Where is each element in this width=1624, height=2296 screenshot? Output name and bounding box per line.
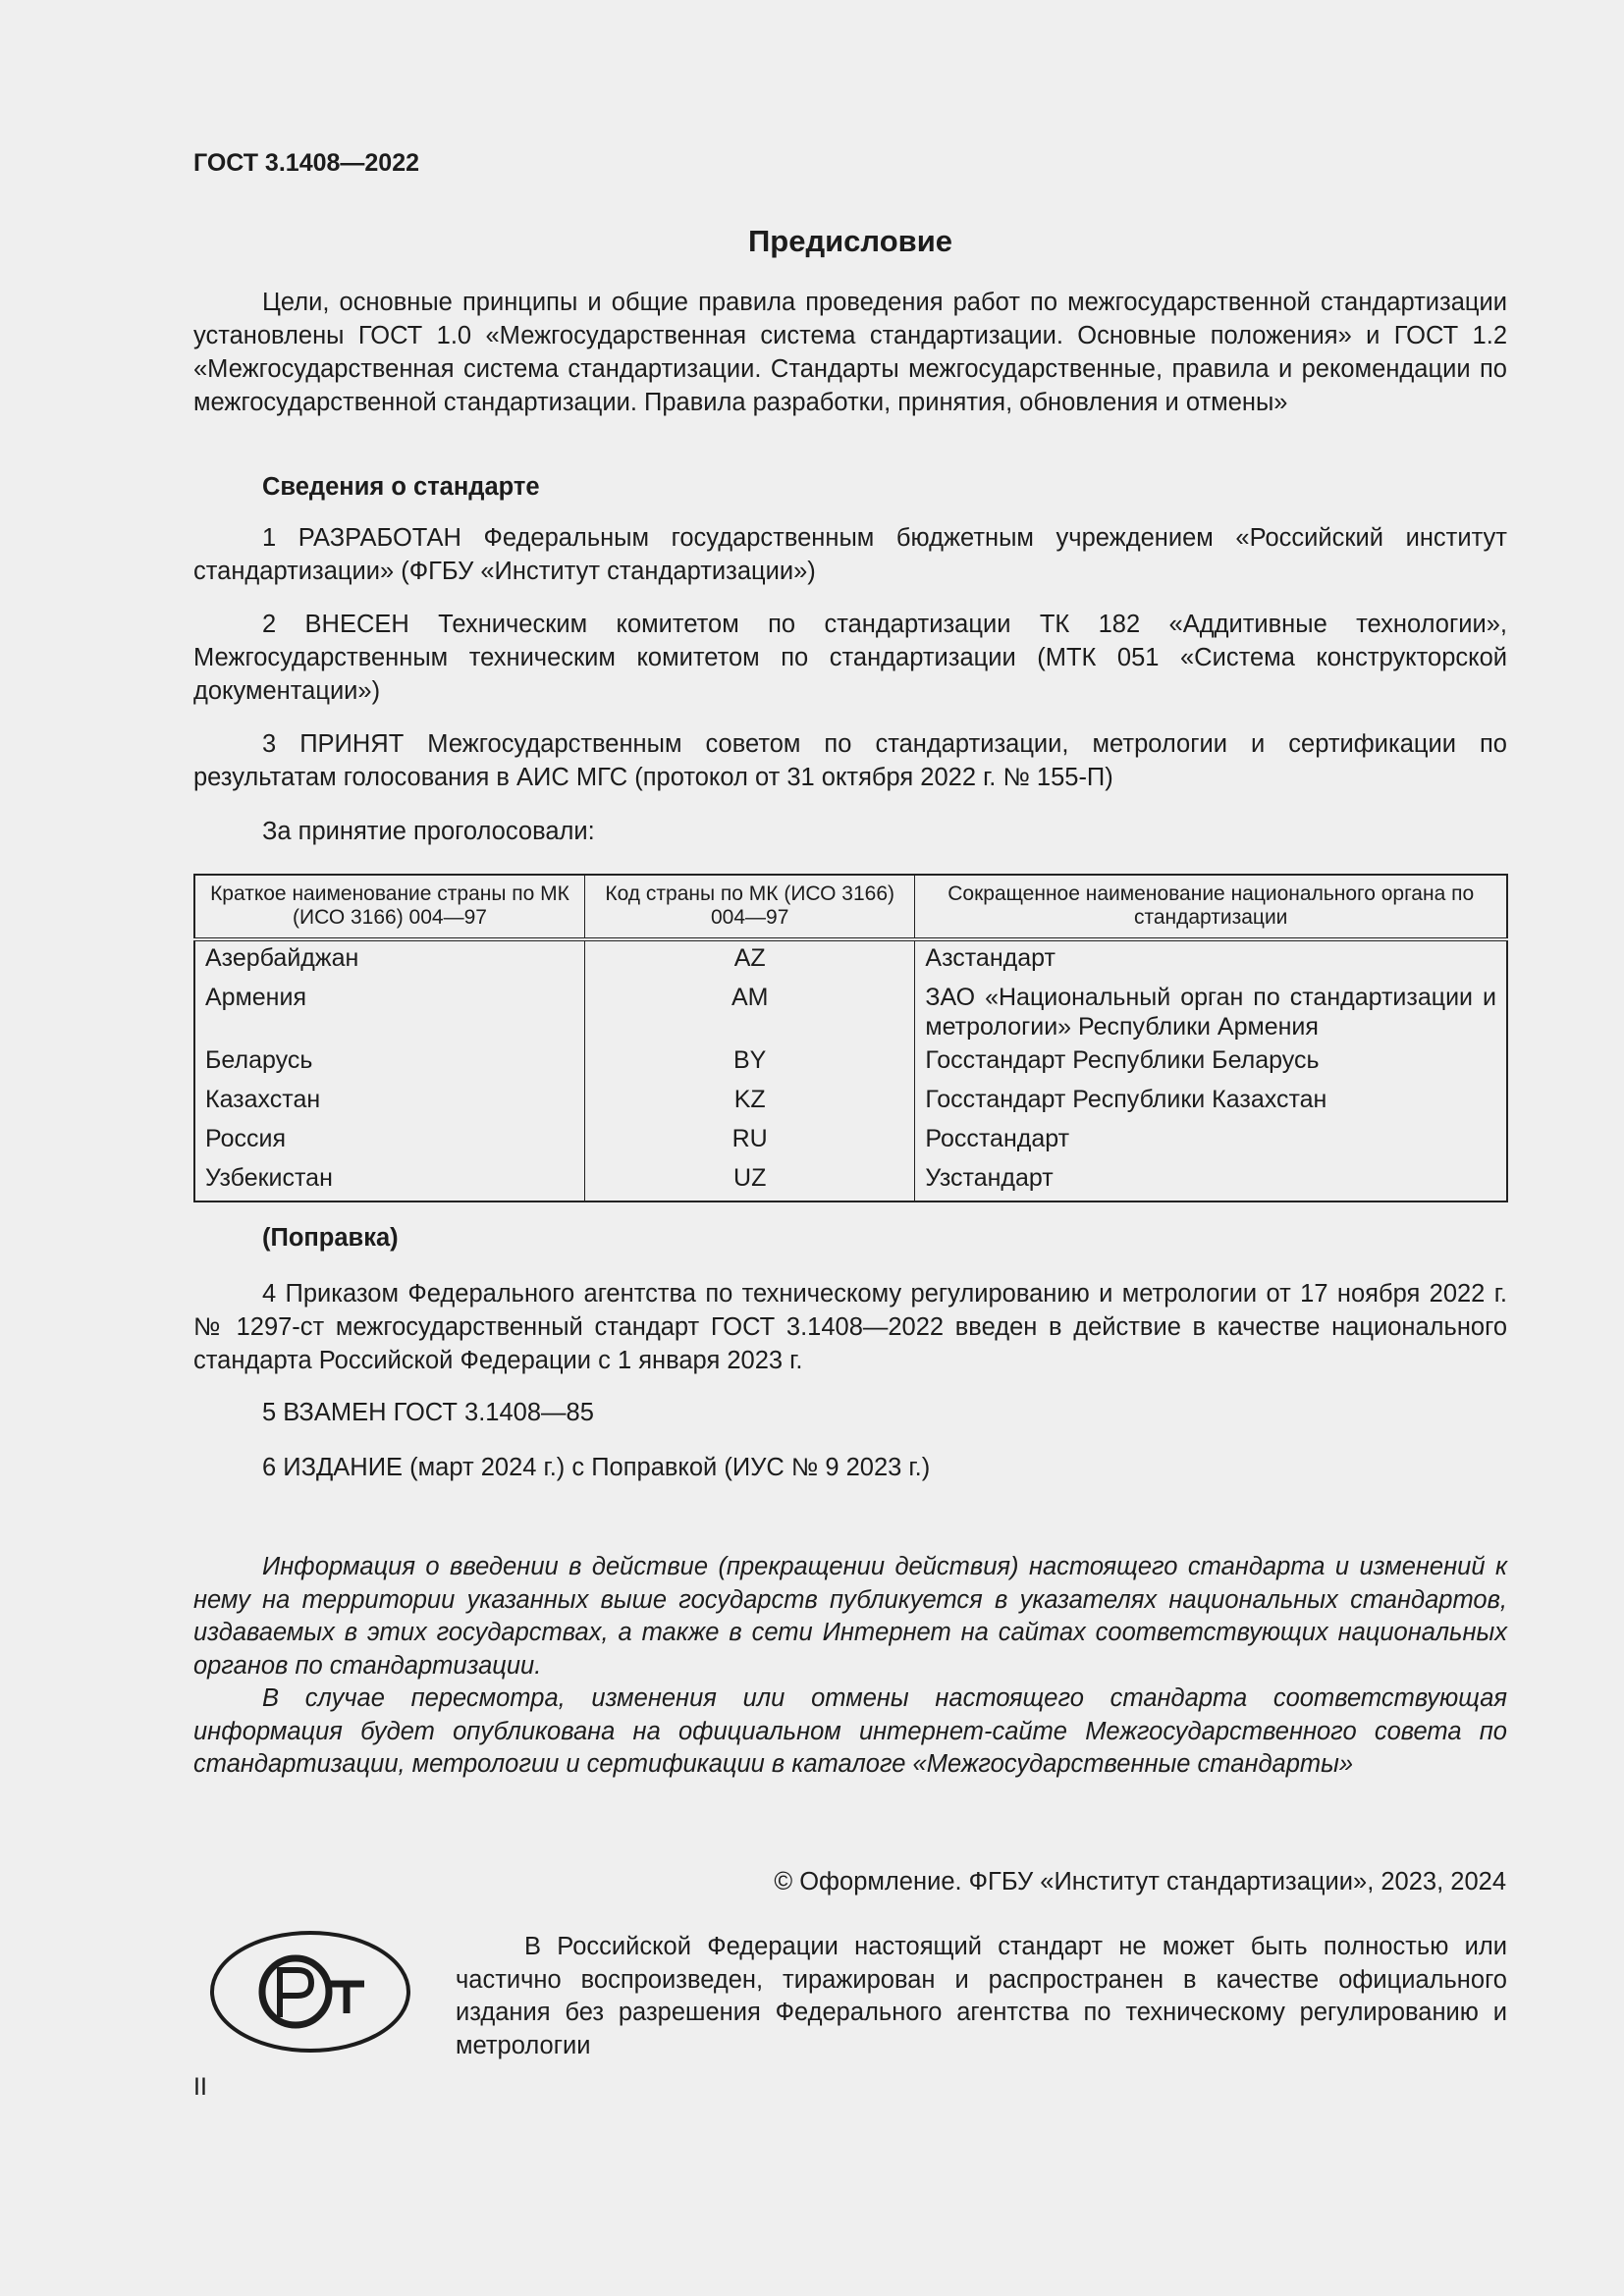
document-code: ГОСТ 3.1408—2022 bbox=[193, 149, 420, 177]
national-body-cell: Госстандарт Республики Беларусь bbox=[915, 1043, 1507, 1083]
country-cell: Казахстан bbox=[194, 1083, 584, 1122]
code-cell: UZ bbox=[584, 1161, 914, 1201]
table-row bbox=[194, 1122, 1507, 1161]
table-row bbox=[194, 1161, 1507, 1201]
page-number: II bbox=[193, 2073, 207, 2101]
code-cell: RU bbox=[584, 1122, 914, 1161]
item-4-enacted: 4 Приказом Федерального агентства по техническому регулированию и метрологии от 17 ноября 2022 г. № 1297-ст межгосударственный стандарт ГОСТ 3.1408—2022 введен в действие в качестве национального стандарта Российской Федерации с 1 января 2023 г. bbox=[193, 1280, 1507, 1374]
item-3-adopted: 3 ПРИНЯТ Межгосударственным советом по стандартизации, метрологии и сертификации по результатам голосования в АИС МГС (протокол от 31 октября 2022 г. № 155-П) bbox=[193, 730, 1507, 791]
voted-label: За принятие проголосовали: bbox=[262, 818, 595, 845]
table-row bbox=[194, 1083, 1507, 1122]
header-country: Краткое наименование страны по МК (ИСО 3166) 004—97 bbox=[194, 875, 584, 939]
amendment-label: (Поправка) bbox=[262, 1224, 399, 1252]
code-cell: BY bbox=[584, 1043, 914, 1083]
page-title: Предисловие bbox=[747, 224, 952, 258]
item-6-edition: 6 ИЗДАНИЕ (март 2024 г.) с Поправкой (ИУС № 9 2023 г.) bbox=[262, 1454, 931, 1481]
code-cell: KZ bbox=[584, 1083, 914, 1122]
voting-states-table bbox=[193, 874, 1508, 1202]
info-italic-paragraph-1: Информация о введении в действие (прекращении действия) настоящего стандарта и изменений к нему на территории указанных выше государств публикуется в указателях национальных стандартов, издаваемых в этих государствах, а также в сети Интернет на сайтах соответствующих национальных органов по стандартизации. bbox=[193, 1553, 1507, 1680]
country-cell: Россия bbox=[194, 1122, 584, 1161]
info-heading: Сведения о стандарте bbox=[262, 473, 540, 501]
item-2-submitted: 2 ВНЕСЕН Техническим комитетом по стандартизации ТК 182 «Аддитивные технологии», Межгосударственным техническим комитетом по стандартизации (МТК 051 «Система конструкторской документации») bbox=[193, 611, 1507, 705]
item-5-replaces: 5 ВЗАМЕН ГОСТ 3.1408—85 bbox=[262, 1399, 594, 1426]
reproduction-notice: В Российской Федерации настоящий стандарт не может быть полностью или частично воспроизведен, тиражирован и распространен в качестве официального издания без разрешения Федерального агентства по техническому регулированию и метрологии bbox=[456, 1933, 1507, 2059]
info-italic-paragraph-2: В случае пересмотра, изменения или отмены настоящего стандарта соответствующая информация будет опубликована на официальном интернет-сайте Межгосударственного совета по стандартизации, метрологии и сертификации в каталоге «Межгосударственные стандарты» bbox=[193, 1684, 1507, 1778]
table-row bbox=[194, 981, 1507, 1043]
national-body-cell: Госстандарт Республики Казахстан bbox=[915, 1083, 1507, 1122]
country-cell: Азербайджан bbox=[194, 939, 584, 981]
table-row bbox=[194, 1043, 1507, 1083]
item-1-developed: 1 РАЗРАБОТАН Федеральным государственным бюджетным учреждением «Российский институт стандартизации» (ФГБУ «Институт стандартизации») bbox=[193, 524, 1507, 585]
national-body-cell: ЗАО «Национальный орган по стандартизации и метрологии» Республики Армения bbox=[915, 981, 1507, 1043]
national-body-cell: Росстандарт bbox=[915, 1122, 1507, 1161]
country-cell: Беларусь bbox=[194, 1043, 584, 1083]
country-cell: Узбекистан bbox=[194, 1161, 584, 1201]
national-body-cell: Азстандарт bbox=[915, 939, 1507, 981]
code-cell: AM bbox=[584, 981, 914, 1043]
national-body-cell: Узстандарт bbox=[915, 1161, 1507, 1201]
copyright-line: © Оформление. ФГБУ «Институт стандартизации», 2023, 2024 bbox=[774, 1868, 1506, 1896]
table-row bbox=[194, 939, 1507, 981]
header-code: Код страны по МК (ИСО 3166) 004—97 bbox=[584, 875, 914, 939]
code-cell: AZ bbox=[584, 939, 914, 981]
rst-logo-icon bbox=[209, 1929, 411, 2055]
country-cell: Армения bbox=[194, 981, 584, 1043]
table-header-row bbox=[194, 875, 1507, 939]
intro-paragraph: Цели, основные принципы и общие правила проведения работ по межгосударственной стандартизации установлены ГОСТ 1.0 «Межгосударственная система стандартизации. Основные положения» и ГОСТ 1.2 «Межгосударственная система стандартизации. Стандарты межгосударственные, правила и рекомендации по межгосударственной стандартизации. Правила разработки, принятия, обновления и отмены» bbox=[193, 289, 1507, 416]
header-national-body: Сокращенное наименование национального органа по стандартизации bbox=[915, 875, 1507, 939]
